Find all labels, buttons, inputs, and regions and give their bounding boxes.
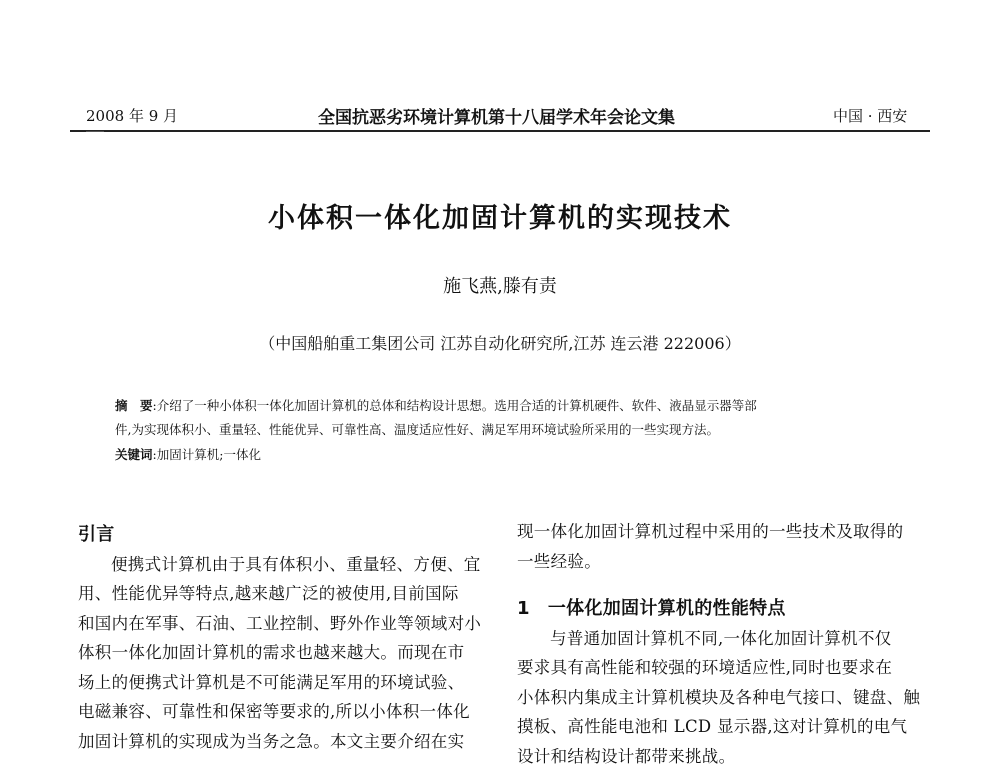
paper-affiliation: （中国船舶重工集团公司 江苏自动化研究所,江苏 连云港 222006） <box>0 331 1000 354</box>
abstract <box>115 394 905 442</box>
body-line: 场上的便携式计算机是不可能满足军用的环境试验、 <box>78 668 480 698</box>
paper-title: 小体积一体化加固计算机的实现技术 <box>0 196 1000 235</box>
abstract-line-1 <box>115 394 905 418</box>
body-line: 用、性能优异等特点,越来越广泛的被使用,目前国际 <box>78 579 480 609</box>
right-column <box>517 517 922 771</box>
abstract-text-2: 件,为实现体积小、重量轻、性能优异、可靠性高、温度适应性好、满足军用环境试验所采用的一些实现方法。 <box>115 418 905 442</box>
body-line: 现一体化加固计算机过程中采用的一些技术及取得的 <box>517 517 922 547</box>
body-line: 和国内在军事、石油、工业控制、野外作业等领域对小 <box>78 609 480 639</box>
body-line: 小体积内集成主计算机模块及各种电气接口、键盘、触 <box>517 683 922 713</box>
body-line: 便携式计算机由于具有体积小、重量轻、方便、宜 <box>78 550 480 580</box>
header-rule <box>70 130 930 132</box>
body-line: 体积一体化加固计算机的需求也越来越大。而现在市 <box>78 638 480 668</box>
header-proceedings: 全国抗恶劣环境计算机第十八届学术年会论文集 <box>318 103 675 128</box>
left-column <box>78 520 480 756</box>
paper-authors: 施飞燕,滕有责 <box>0 272 1000 298</box>
body-line: 加固计算机的实现成为当务之急。本文主要介绍在实 <box>78 727 480 757</box>
header-location: 中国 · 西安 <box>833 105 907 126</box>
abstract-label: 摘 要 <box>115 398 153 413</box>
body-line: 一些经验。 <box>517 547 922 577</box>
abstract-text-1: :介绍了一种小体积一体化加固计算机的总体和结构设计思想。选用合适的计算机硬件、软件、液晶显示器等部 <box>153 398 757 413</box>
body-line: 摸板、高性能电池和 LCD 显示器,这对计算机的电气 <box>517 712 922 742</box>
header-rule-mark <box>86 131 104 132</box>
header-date: 2008 年 9 月 <box>86 105 178 126</box>
keywords-label: 关键词 <box>115 447 153 462</box>
body-line: 设计和结构设计都带来挑战。 <box>517 742 922 771</box>
body-line: 要求具有高性能和较强的环境适应性,同时也要求在 <box>517 653 922 683</box>
section-title: 一体化加固计算机的性能特点 <box>548 598 786 619</box>
keywords <box>115 445 261 463</box>
keywords-text: :加固计算机;一体化 <box>153 447 261 462</box>
section-heading-1 <box>517 594 922 624</box>
body-line: 电磁兼容、可靠性和保密等要求的,所以小体积一体化 <box>78 697 480 727</box>
section-heading-intro: 引言 <box>78 520 480 550</box>
section-number: 1 <box>517 598 530 619</box>
body-line: 与普通加固计算机不同,一体化加固计算机不仅 <box>517 624 922 654</box>
